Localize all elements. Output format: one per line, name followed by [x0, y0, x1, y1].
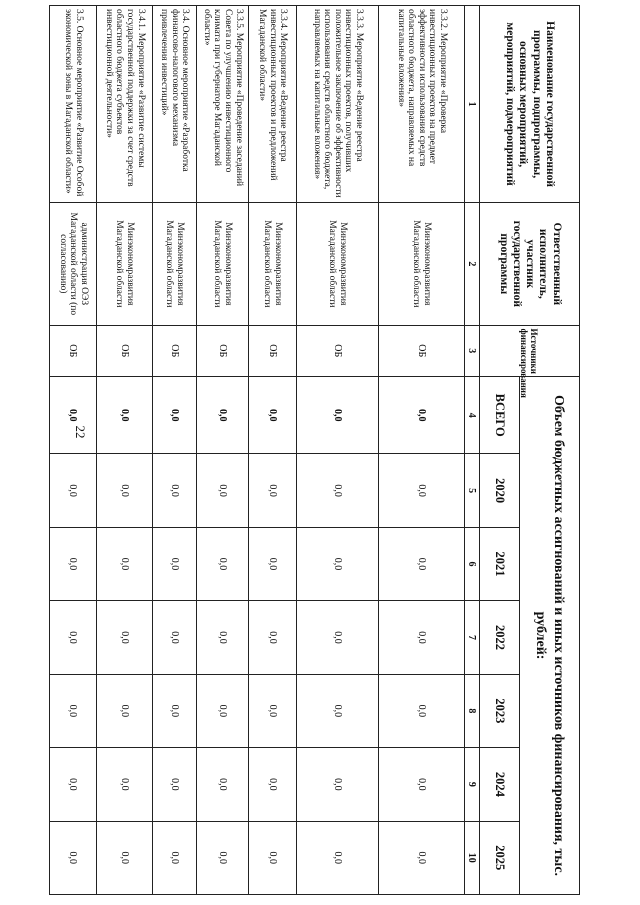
row-name: 3.5. Основное мероприятие «Развитие Особой экономической зоны в Магаданской области»	[50, 6, 97, 203]
row-name: 3.3.3. Мероприятие «Ведение реестра инвестиционных проектов, получивших положительное заключение об эффективности использования средств областного бюджета, направляемых на капитальные вложения»	[297, 6, 379, 203]
header-year: 2024	[480, 748, 520, 821]
row-value: 0,0	[249, 821, 297, 894]
row-source: ОБ	[197, 325, 249, 377]
row-value: 0,0	[197, 674, 249, 747]
header-year: 2023	[480, 674, 520, 747]
row-value: 0,0	[379, 821, 465, 894]
row-value: 0,0	[50, 748, 97, 821]
table-row	[297, 6, 379, 895]
header-source: Источники финансирования	[480, 325, 580, 377]
table-row	[50, 6, 97, 895]
row-executor: Минэкономразвития Магаданской области	[197, 203, 249, 325]
row-value: 0,0	[97, 527, 153, 600]
row-value: 0,0	[153, 748, 197, 821]
table-row	[153, 6, 197, 895]
row-total: 0,0	[97, 377, 153, 454]
row-value: 0,0	[50, 674, 97, 747]
column-number: 4	[465, 377, 480, 454]
row-name: 3.4.1. Мероприятие «Развитие системы государственной поддержки за счет средств областного бюджета субъектов инвестиционной деятельности»	[97, 6, 153, 203]
row-value: 0,0	[297, 454, 379, 527]
row-value: 0,0	[197, 601, 249, 674]
header-year: 2025	[480, 821, 520, 894]
row-value: 0,0	[379, 748, 465, 821]
row-total: 0,0	[50, 377, 97, 454]
budget-table	[49, 5, 580, 895]
header-year: 2021	[480, 527, 520, 600]
row-value: 0,0	[97, 674, 153, 747]
row-executor: Минэкономразвития Магаданской области	[153, 203, 197, 325]
row-total: 0,0	[379, 377, 465, 454]
column-number: 2	[465, 203, 480, 325]
row-executor: Минэкономразвития Магаданской области	[249, 203, 297, 325]
row-value: 0,0	[153, 821, 197, 894]
column-number: 10	[465, 821, 480, 894]
row-value: 0,0	[249, 674, 297, 747]
header-year: 2022	[480, 601, 520, 674]
row-value: 0,0	[50, 601, 97, 674]
row-value: 0,0	[249, 601, 297, 674]
header-volume: Объем бюджетных ассигнований и иных источников финансирования, тыс. рублей:	[520, 377, 580, 895]
row-executor: Минэкономразвития Магаданской области	[97, 203, 153, 325]
row-source: ОБ	[153, 325, 197, 377]
header-total: ВСЕГО	[480, 377, 520, 454]
column-number: 6	[465, 527, 480, 600]
table-row	[379, 6, 465, 895]
row-value: 0,0	[249, 454, 297, 527]
row-value: 0,0	[153, 601, 197, 674]
row-total: 0,0	[249, 377, 297, 454]
row-value: 0,0	[153, 454, 197, 527]
row-value: 0,0	[50, 527, 97, 600]
column-number: 3	[465, 325, 480, 377]
row-value: 0,0	[97, 601, 153, 674]
row-value: 0,0	[379, 527, 465, 600]
column-number: 9	[465, 748, 480, 821]
row-value: 0,0	[97, 748, 153, 821]
row-executor: администрация ОЭЗ Магаданской области (по согласованию)	[50, 203, 97, 325]
row-value: 0,0	[297, 821, 379, 894]
row-value: 0,0	[97, 454, 153, 527]
column-number: 7	[465, 601, 480, 674]
header-name: Наименование государственной программы, подпрограммы, основных мероприятий, мероприятий, подмероприятий	[480, 6, 580, 203]
row-executor: Минэкономразвития Магаданской области	[297, 203, 379, 325]
row-value: 0,0	[50, 821, 97, 894]
row-value: 0,0	[97, 821, 153, 894]
row-value: 0,0	[153, 674, 197, 747]
row-source: ОБ	[249, 325, 297, 377]
row-value: 0,0	[379, 454, 465, 527]
header-executor: Ответственный исполнитель, участник государственной программы	[480, 203, 580, 325]
page-number: 22	[73, 425, 88, 439]
row-value: 0,0	[197, 748, 249, 821]
row-value: 0,0	[297, 674, 379, 747]
row-source: ОБ	[297, 325, 379, 377]
column-number: 5	[465, 454, 480, 527]
row-value: 0,0	[153, 527, 197, 600]
row-name: 3.3.5. Мероприятие «Проведение заседаний Совета по улучшению инвестиционного климата при губернаторе Магаданской области»	[197, 6, 249, 203]
row-value: 0,0	[379, 674, 465, 747]
row-name: 3.3.2. Мероприятие «Проверка инвестиционных проектов на предмет эффективности использования средств областного бюджета, направляемых на капитальные вложения»	[379, 6, 465, 203]
table-row	[197, 6, 249, 895]
row-value: 0,0	[379, 601, 465, 674]
table-row	[249, 6, 297, 895]
row-source: ОБ	[50, 325, 97, 377]
row-total: 0,0	[197, 377, 249, 454]
row-executor: Минэкономразвития Магаданской области	[379, 203, 465, 325]
row-value: 0,0	[197, 454, 249, 527]
header-year: 2020	[480, 454, 520, 527]
row-source: ОБ	[379, 325, 465, 377]
row-value: 0,0	[197, 821, 249, 894]
row-source: ОБ	[97, 325, 153, 377]
rotated-table-container	[50, 5, 580, 895]
row-value: 0,0	[197, 527, 249, 600]
row-value: 0,0	[249, 527, 297, 600]
row-name: 3.3.4. Мероприятие «Ведение реестра инвестиционных проектов и предложений Магаданской области»	[249, 6, 297, 203]
row-total: 0,0	[153, 377, 197, 454]
row-value: 0,0	[50, 454, 97, 527]
row-value: 0,0	[297, 601, 379, 674]
row-name: 3.4. Основное мероприятие «Разработка финансово-налогового механизма привлечения инвестиций»	[153, 6, 197, 203]
table-row	[97, 6, 153, 895]
row-value: 0,0	[297, 748, 379, 821]
column-number: 8	[465, 674, 480, 747]
row-value: 0,0	[249, 748, 297, 821]
row-total: 0,0	[297, 377, 379, 454]
column-number: 1	[465, 6, 480, 203]
row-value: 0,0	[297, 527, 379, 600]
